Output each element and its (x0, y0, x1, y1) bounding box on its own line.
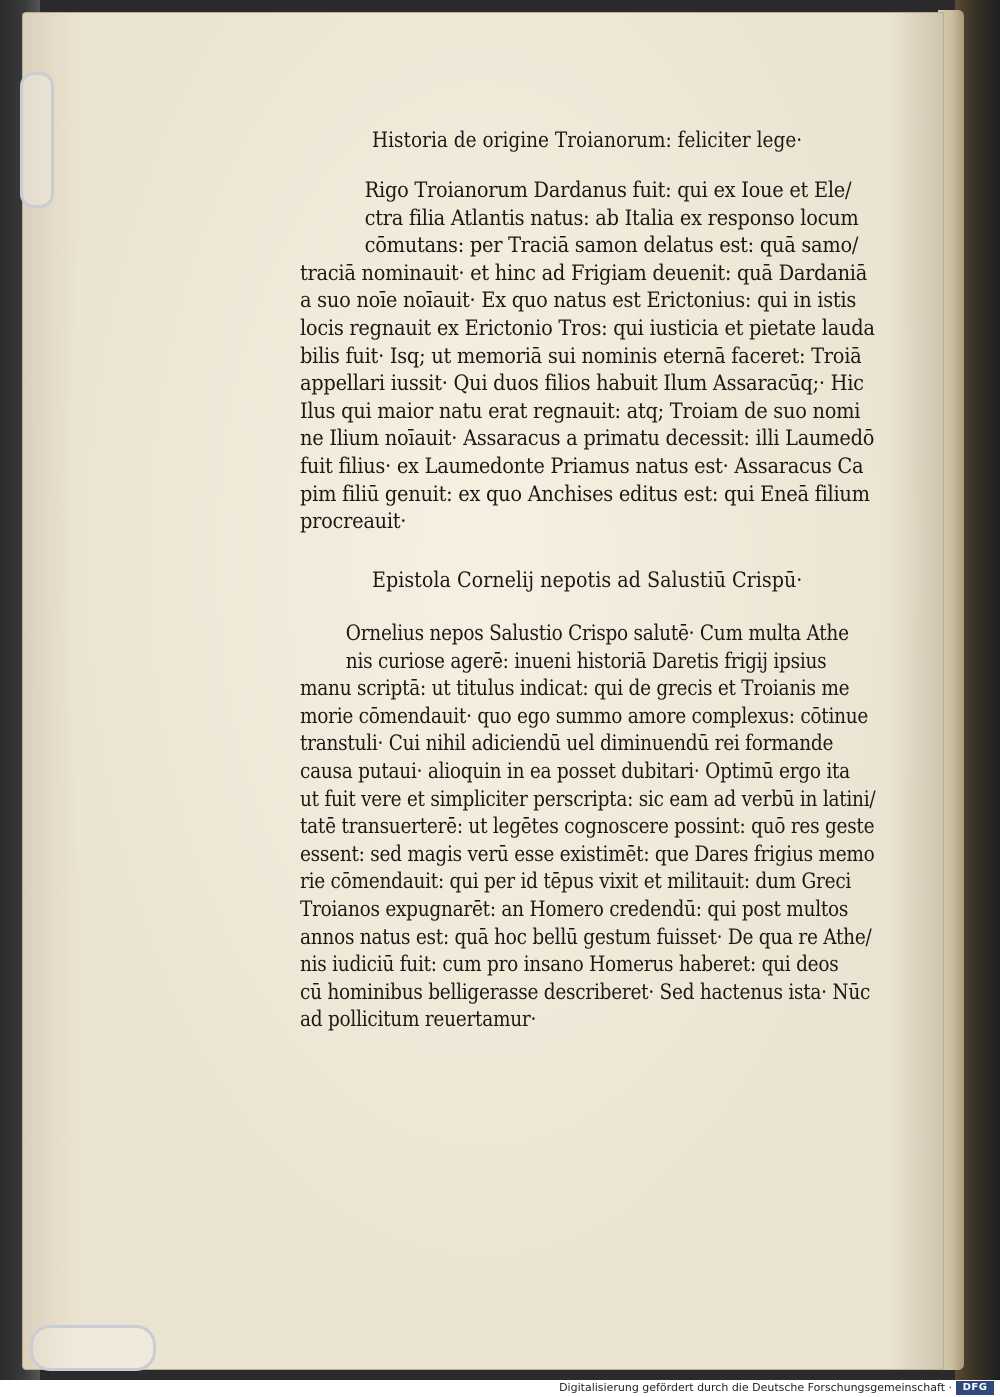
text-line: pim filiū genuit: ex quo Anchises editus est: qui Eneā filium (300, 481, 870, 506)
footer-bar (0, 1380, 1000, 1397)
text-line: ne Ilium noīauit· Assaracus a primatu decessit: illi Laumedō (300, 426, 875, 451)
text-line: transtuli· Cui nihil adiciendū uel diminuendū rei formande (300, 731, 834, 756)
text-line: ctra filia Atlantis natus: ab Italia ex responso locum (364, 205, 859, 230)
text-line: ad pollicitum reuertamur· (300, 1007, 537, 1032)
page-clip-bottom (30, 1325, 156, 1371)
paragraph-epistola (300, 620, 953, 1034)
text-line: Ornelius nepos Salustio Crispo salutē· Cum multa Athe (345, 621, 849, 645)
text-line: tatē transuerterē: ut legētes cognoscere possint: quō res geste (300, 814, 875, 839)
text-line: nis curiose agerē: inueni historiā Daretis frigij ipsius (345, 648, 827, 673)
text-line: locis regnauit ex Erictonio Tros: qui iusticia et pietate lauda (300, 315, 875, 340)
text-line: causa putaui· alioquin in ea posset dubitari· Optimū ergo ita (300, 758, 850, 783)
text-line: Rigo Troianorum Dardanus fuit: qui ex Ioue et Ele/ (364, 178, 852, 202)
text-line: bilis fuit· Isq; ut memoriā sui nominis eternā faceret: Troiā (300, 343, 862, 368)
text-line: manu scriptā: ut titulus indicat: qui de grecis et Troianis me (300, 676, 850, 701)
dfg-logo: DFG (956, 1381, 994, 1395)
text-line: fuit filius· ex Laumedonte Priamus natus est· Assaracus Ca (300, 453, 864, 478)
text-line: nis iudiciū fuit: cum pro insano Homerus haberet: qui deos (300, 952, 839, 977)
text-line: ut fuit vere et simpliciter perscripta: sic eam ad verbū in latini/ (300, 786, 876, 811)
text-line: traciā nominauit· et hinc ad Frigiam deuenit: quā Dardaniā (300, 260, 868, 285)
text-line: a suo noīe noīauit· Ex quo natus est Erictonius: qui in istis (300, 288, 857, 313)
text-line: procreauit· (300, 509, 407, 534)
text-line: Ilus qui maior natu erat regnauit: atq; Troiam de suo nomi (300, 398, 861, 423)
dfg-credit-text: Digitalisierung gefördert durch die Deutsche Forschungsgemeinschaft · (559, 1381, 952, 1394)
paragraph-origin-troianorum (300, 177, 922, 536)
heading-historia: Historia de origine Troianorum: feliciter lege· (372, 128, 803, 152)
text-line: morie cōmendauit· quo ego summo amore complexus: cōtinue (300, 703, 869, 728)
text-line: cōmutans: per Traciā samon delatus est: quā samo/ (364, 233, 859, 258)
page-clip-top (20, 72, 54, 208)
text-line: Troianos expugnarēt: an Homero credendū: qui post multos (300, 896, 849, 921)
text-line: annos natus est: quā hoc bellū gestum fuisset· De qua re Athe/ (300, 924, 872, 949)
text-line: essent: sed magis verū esse existimēt: que Dares frigius memo (300, 841, 875, 866)
text-line: cū hominibus belligerasse describeret· Sed hactenus ista· Nūc (300, 979, 871, 1004)
heading-epistola: Epistola Cornelij nepotis ad Salustiū Crispū· (372, 568, 803, 592)
text-line: appellari iussit· Qui duos filios habuit Ilum Assaracūq;· Hic (300, 371, 864, 396)
text-line: rie cōmendauit: qui per id tēpus vixit et militauit: dum Greci (300, 869, 852, 894)
